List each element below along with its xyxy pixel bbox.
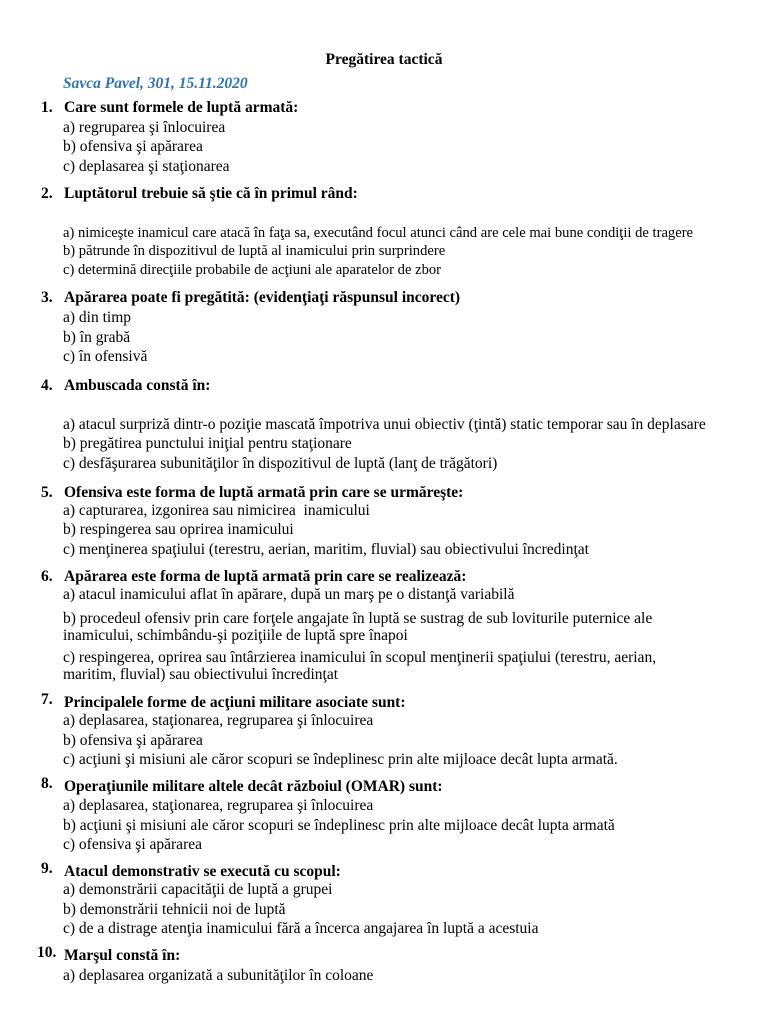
question-1-text: Care sunt formele de luptă armată: — [64, 99, 299, 116]
question-6-number: 6. — [41, 568, 53, 585]
question-10-number: 10. — [37, 944, 57, 961]
question-10-answer-a: a) deplasarea organizată a subunităţilor în coloane — [63, 967, 374, 984]
question-4-text: Ambuscada constă în: — [64, 377, 211, 394]
question-3-answer-a: a) din timp — [63, 309, 132, 326]
question-2-answer-b: b) pătrunde în dispozitivul de luptă al inamicului prin surprindere — [63, 243, 446, 259]
question-3 — [0, 288, 768, 308]
question-4-number: 4. — [41, 377, 53, 394]
question-5-answer-c: c) menţinerea spaţiului (terestru, aerian, maritim, fluvial) sau obiectivului încredinţat — [63, 541, 589, 558]
question-6-answer-b: b) procedeul ofensiv prin care forţele angajate în luptă se sustrag de sub loviturile puternice ale inamicului, schimbându-şi poziţiile de luptă spre înapoi — [63, 610, 657, 644]
question-7-answer-a: a) deplasarea, staţionarea, regruparea şi înlocuirea — [63, 712, 374, 729]
question-2-answer-c: c) determină direcţiile probabile de acţiuni ale aparatelor de zbor — [63, 262, 442, 278]
question-7-text: Principalele forme de acţiuni militare asociate sunt: — [64, 694, 406, 711]
question-2 — [0, 184, 768, 204]
question-1-number: 1. — [41, 99, 53, 116]
question-2-number: 2. — [41, 185, 53, 202]
question-9-answer-c: c) de a distrage atenţia inamicului fără a încerca angajarea în luptă a acestuia — [63, 920, 539, 937]
question-9-text: Atacul demonstrativ se execută cu scopul: — [64, 863, 341, 880]
question-8-answer-c: c) ofensiva şi apărarea — [63, 836, 202, 853]
question-6 — [0, 567, 768, 587]
question-6-text: Apărarea este forma de luptă armată prin care se realizează: — [64, 568, 467, 585]
question-2-text: Luptătorul trebuie să ştie că în primul rând: — [64, 185, 358, 202]
question-3-text: Apărarea poate fi pregătită: (evidenţiaţi răspunsul incorect) — [64, 289, 461, 306]
question-4-answer-c: c) desfăşurarea subunităţilor în dispozitivul de luptă (lanţ de trăgători) — [63, 455, 498, 472]
question-8-number: 8. — [41, 775, 53, 792]
question-5-answer-a: a) capturarea, izgonirea sau nimicirea inamicului — [63, 502, 370, 519]
question-3-answer-c: c) în ofensivă — [63, 348, 148, 365]
question-5 — [0, 483, 768, 503]
question-9-answer-b: b) demonstrării tehnicii noi de luptă — [63, 901, 286, 918]
question-10 — [0, 946, 768, 966]
question-10-text: Marşul constă în: — [64, 947, 181, 964]
question-5-text: Ofensiva este forma de luptă armată prin care se urmăreşte: — [64, 484, 464, 501]
question-4-answer-a: a) atacul surpriză dintr-o poziţie mascată împotriva unui obiectiv (ţintă) static temporar sau în deplasare — [63, 416, 706, 433]
question-8-answer-b: b) acţiuni şi misiuni ale căror scopuri se îndeplinesc prin alte mijloace decât lupta armată — [63, 817, 615, 834]
question-4-answer-b: b) pregătirea punctului iniţial pentru staţionare — [63, 435, 352, 452]
question-9-answer-a: a) demonstrării capacităţii de luptă a grupei — [63, 881, 333, 898]
question-9-number: 9. — [41, 860, 53, 877]
question-3-answer-b: b) în grabă — [63, 329, 131, 346]
author-line: Savca Pavel, 301, 15.11.2020 — [63, 75, 248, 92]
document-title: Pregătirea tactică — [325, 51, 443, 68]
question-8-text: Operaţiunile militare altele decât războiul (OMAR) sunt: — [64, 778, 443, 795]
question-4 — [0, 376, 768, 396]
question-7-answer-b: b) ofensiva şi apărarea — [63, 732, 203, 749]
question-2-answer-a: a) nimiceşte inamicul care atacă în faţa sa, executând focul atunci când are cele mai bune condiţii de tragere — [63, 225, 694, 241]
question-1 — [0, 98, 768, 118]
question-1-answer-a: a) regruparea şi înlocuirea — [63, 119, 226, 136]
question-1-answer-c: c) deplasarea şi staţionarea — [63, 158, 230, 175]
question-7-answer-c: c) acţiuni şi misiuni ale căror scopuri se îndeplinesc prin alte mijloace decât lupta armată. — [63, 751, 618, 768]
question-3-number: 3. — [41, 289, 53, 306]
question-1-answer-b: b) ofensiva şi apărarea — [63, 138, 203, 155]
question-7 — [0, 693, 768, 713]
question-6-answer-a: a) atacul inamicului aflat în apărare, după un marş pe o distanţă variabilă — [63, 586, 515, 603]
question-7-number: 7. — [41, 691, 53, 708]
question-5-answer-b: b) respingerea sau oprirea inamicului — [63, 521, 294, 538]
question-8-answer-a: a) deplasarea, staţionarea, regruparea şi înlocuirea — [63, 797, 374, 814]
question-5-number: 5. — [41, 484, 53, 501]
question-8 — [0, 777, 768, 797]
question-9 — [0, 862, 768, 882]
question-6-answer-c: c) respingerea, oprirea sau întârzierea inamicului în scopul menţinerii spaţiului (terestru, aerian, maritim, fluvial) sau obiectivului încredinţat — [63, 649, 660, 683]
